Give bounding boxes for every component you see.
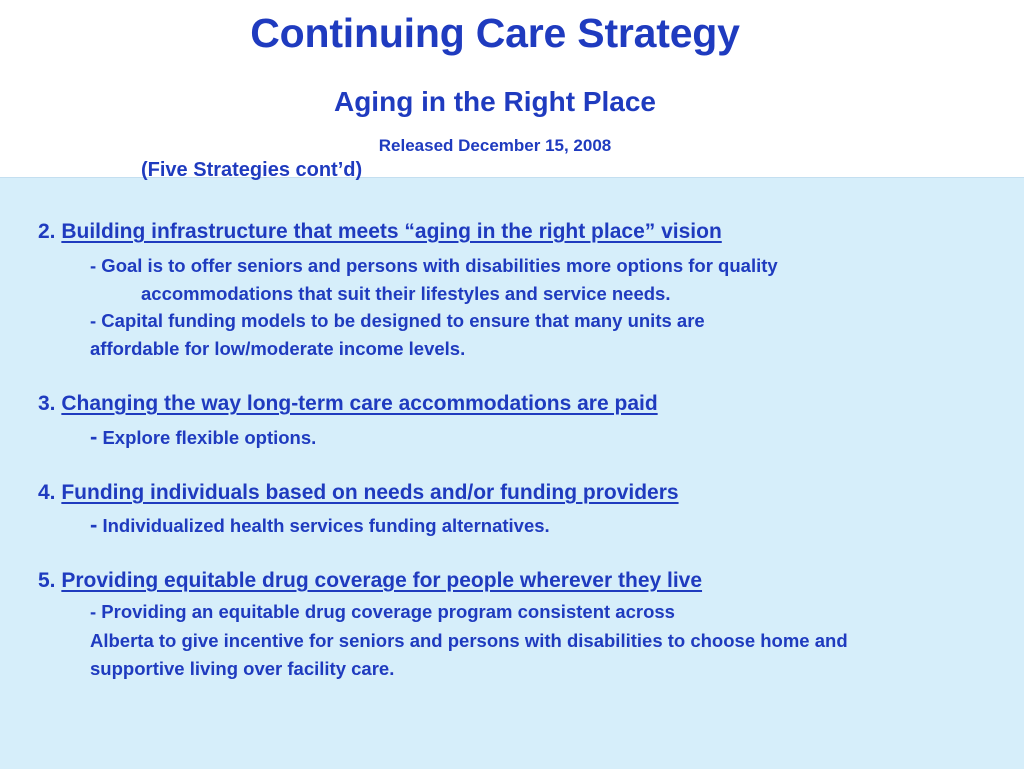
strategy-link-building-infrastructure[interactable]: Building infrastructure that meets “aging in the right place” vision xyxy=(61,220,722,243)
strategy-5-line-2: Alberta to give incentive for seniors and persons with disabilities to choose home and xyxy=(90,630,848,651)
strategy-4-line-1 xyxy=(90,512,550,538)
page-title: Continuing Care Strategy xyxy=(250,10,740,56)
strategy-2-line-2: accommodations that suit their lifestyles and service needs. xyxy=(141,283,671,304)
page-subtitle: Aging in the Right Place xyxy=(333,86,656,117)
section-note: (Five Strategies cont’d) xyxy=(141,159,363,181)
release-date: Released December 15, 2008 xyxy=(378,136,612,155)
strategy-heading-4 xyxy=(38,481,679,505)
strategy-5-line-1: - Providing an equitable drug coverage program consistent across xyxy=(90,601,675,622)
strategy-heading-2 xyxy=(38,220,722,244)
strategy-heading-5 xyxy=(38,569,702,593)
strategy-link-drug-coverage[interactable]: Providing equitable drug coverage for people wherever they live xyxy=(61,569,703,592)
strategy-4-text: Individualized health services funding alternatives. xyxy=(102,515,550,536)
strategy-2-line-1: - Goal is to offer seniors and persons with disabilities more options for quality xyxy=(90,255,778,276)
bullet-dash: - xyxy=(90,512,98,537)
strategy-link-changing-payment[interactable]: Changing the way long-term care accommodations are paid xyxy=(61,392,658,415)
strategy-number: 5. xyxy=(38,569,56,592)
strategy-number: 2. xyxy=(38,220,56,243)
strategy-number: 3. xyxy=(38,392,56,415)
strategy-heading-3 xyxy=(38,392,658,416)
strategy-3-text: Explore flexible options. xyxy=(102,427,317,448)
strategy-2-line-3: - Capital funding models to be designed to ensure that many units are xyxy=(90,310,705,331)
strategy-number: 4. xyxy=(38,481,56,504)
strategy-3-line-1 xyxy=(90,424,316,450)
bullet-dash: - xyxy=(90,424,98,449)
strategy-2-line-4: affordable for low/moderate income levels. xyxy=(90,338,466,359)
strategy-5-line-3: supportive living over facility care. xyxy=(90,658,395,679)
strategy-link-funding-individuals[interactable]: Funding individuals based on needs and/or funding providers xyxy=(61,481,679,504)
